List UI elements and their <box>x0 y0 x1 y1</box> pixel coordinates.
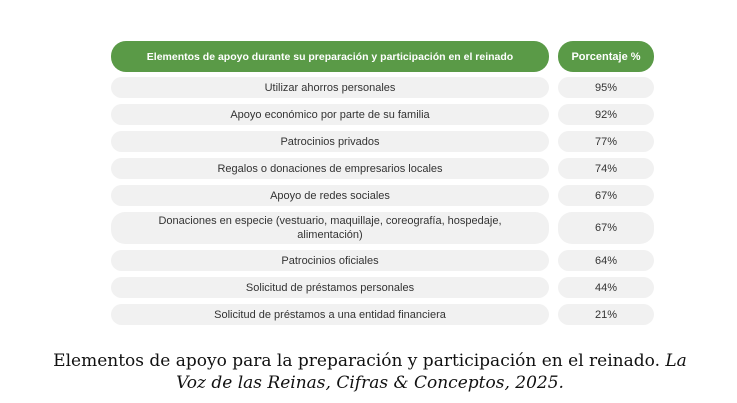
row-value: 67% <box>558 212 654 244</box>
caption-text: Elementos de apoyo para la preparación y participación en el reinado. <box>53 351 660 371</box>
row-label: Donaciones en especie (vestuario, maquillaje, coreografía, hospedaje, alimentación) <box>111 212 549 244</box>
row-label: Solicitud de préstamos personales <box>111 277 549 298</box>
row-value: 77% <box>558 131 654 152</box>
row-label: Apoyo de redes sociales <box>111 185 549 206</box>
row-label: Patrocinios oficiales <box>111 250 549 271</box>
table-row <box>111 212 654 244</box>
table-row <box>111 77 654 98</box>
table-header <box>111 41 654 72</box>
table-row <box>111 304 654 325</box>
row-value: 21% <box>558 304 654 325</box>
header-percentage: Porcentaje % <box>558 41 654 72</box>
caption-source: La Voz de las Reinas, Cifras & Conceptos, 2025. <box>176 351 687 393</box>
row-value: 74% <box>558 158 654 179</box>
table-row <box>111 250 654 271</box>
row-label: Solicitud de préstamos a una entidad financiera <box>111 304 549 325</box>
table-row <box>111 104 654 125</box>
figure-caption <box>40 350 700 394</box>
header-elements: Elementos de apoyo durante su preparación y participación en el reinado <box>111 41 549 72</box>
support-elements-table <box>111 41 654 331</box>
row-value: 64% <box>558 250 654 271</box>
table-row <box>111 277 654 298</box>
table-row <box>111 185 654 206</box>
row-value: 44% <box>558 277 654 298</box>
row-label: Apoyo económico por parte de su familia <box>111 104 549 125</box>
table-row <box>111 131 654 152</box>
row-label: Utilizar ahorros personales <box>111 77 549 98</box>
row-label: Patrocinios privados <box>111 131 549 152</box>
table-row <box>111 158 654 179</box>
row-value: 92% <box>558 104 654 125</box>
row-label: Regalos o donaciones de empresarios locales <box>111 158 549 179</box>
row-value: 67% <box>558 185 654 206</box>
row-value: 95% <box>558 77 654 98</box>
